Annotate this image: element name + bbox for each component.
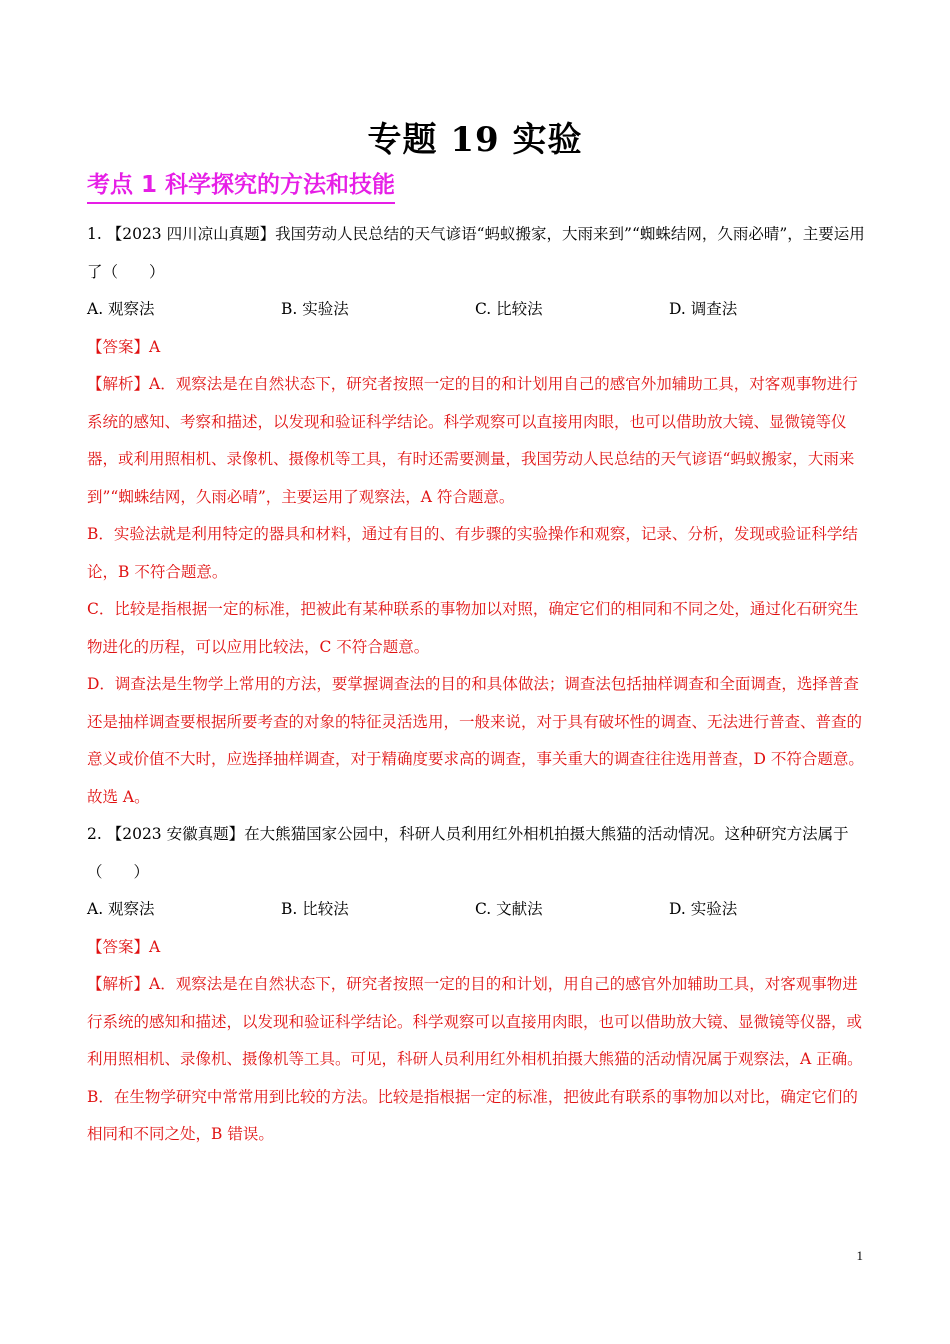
- document-body: [87, 216, 865, 1154]
- question-1-analysis-b: B．实验法就是利用特定的器具和材料，通过有目的、有步骤的实验操作和观察，记录、分析，发现或验证科学结论，B 不符合题意。: [87, 525, 858, 581]
- question-1-answer: 【答案】A: [87, 337, 161, 356]
- question-1-analysis-d: D．调查法是生物学上常用的方法，要掌握调查法的目的和具体做法；调查法包括抽样调查和全面调查，选择普查还是抽样调查要根据所要考查的对象的特征灵活选用，一般来说，对于具有破坏性的调查、无法进行普查、普查的意义或价值不大时，应选择抽样调查，对于精确度要求高的调查，事关重大的调查往往选用普查，D 不符合题意。: [87, 675, 864, 768]
- question-1-options: [87, 291, 865, 329]
- option-a: A. 观察法: [87, 900, 155, 918]
- question-1-stem: 1. 【2023 四川凉山真题】我国劳动人民总结的天气谚语“蚂蚁搬家，大雨来到”“蜘蛛结网，久雨必晴”，主要运用了（ ）: [87, 225, 865, 281]
- question-2-options: [87, 891, 865, 929]
- option-d: D. 调查法: [669, 300, 738, 318]
- question-1-analysis-c: C．比较是指根据一定的标准，把被此有某种联系的事物加以对照，确定它们的相同和不同之处，通过化石研究生物进化的历程，可以应用比较法，C 不符合题意。: [87, 600, 859, 656]
- question-2-analysis-b: B．在生物学研究中常常用到比较的方法。比较是指根据一定的标准，把彼此有联系的事物加以对比，确定它们的相同和不同之处，B 错误。: [87, 1087, 858, 1143]
- question-1-conclusion: 故选 A。: [87, 787, 150, 806]
- option-c: C. 文献法: [475, 900, 543, 918]
- option-b: B. 实验法: [281, 300, 349, 318]
- page-number: 1: [856, 1248, 863, 1263]
- question-2-analysis-a: 【解析】A．观察法是在自然状态下，研究者按照一定的目的和计划，用自己的感官外加辅助工具，对客观事物进行系统的感知和描述，以发现和验证科学结论。科学观察可以直接用肉眼，也可以借助放大镜、显微镜等仪器，或利用照相机、录像机、摄像机等工具。可见，科研人员利用红外相机拍摄大熊猫的活动情况属于观察法，A 正确。: [87, 975, 863, 1068]
- question-2-stem: 2. 【2023 安徽真题】在大熊猫国家公园中，科研人员利用红外相机拍摄大熊猫的活动情况。这种研究方法属于（ ）: [87, 825, 849, 881]
- option-d: D. 实验法: [669, 900, 738, 918]
- section-heading: 考点 1 科学探究的方法和技能: [87, 170, 395, 204]
- option-b: B. 比较法: [281, 900, 349, 918]
- question-2-answer: 【答案】A: [87, 937, 161, 956]
- page-title: 专题 19 实验: [367, 120, 583, 160]
- option-c: C. 比较法: [475, 300, 543, 318]
- question-1-analysis-a: 【解析】A．观察法是在自然状态下，研究者按照一定的目的和计划用自己的感官外加辅助工具，对客观事物进行系统的感知、考察和描述，以发现和验证科学结论。科学观察可以直接用肉眼，也可以借助放大镜、显微镜等仪器，或利用照相机、录像机、摄像机等工具，有时还需要测量，我国劳动人民总结的天气谚语“蚂蚁搬家，大雨来到”“蜘蛛结网，久雨必晴”，主要运用了观察法，A 符合题意。: [87, 375, 858, 506]
- option-a: A. 观察法: [87, 300, 155, 318]
